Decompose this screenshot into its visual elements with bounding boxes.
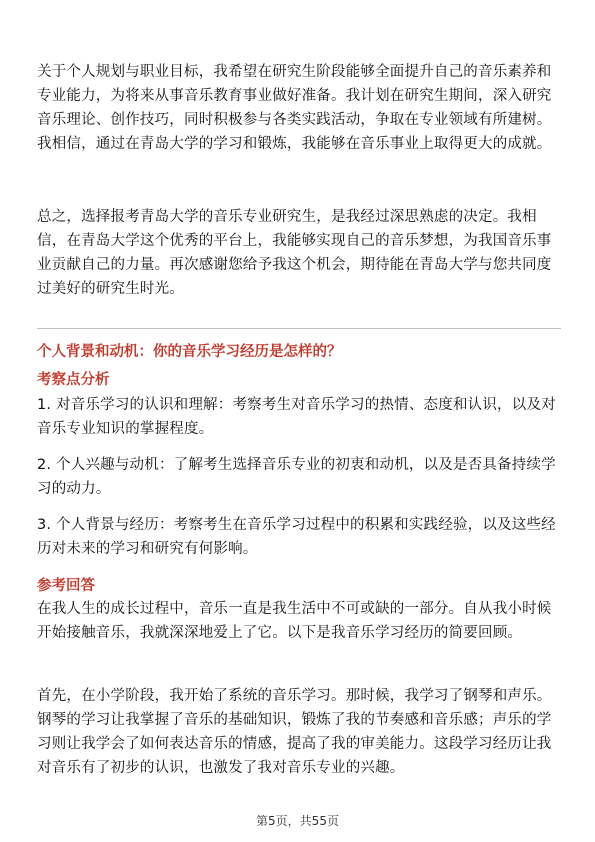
question-heading: 个人背景和动机：你的音乐学习经历是怎样的？ bbox=[37, 344, 342, 360]
answer-paragraph-2: 首先，在小学阶段，我开始了系统的音乐学习。那时候，我学习了钢琴和声乐。钢琴的学习让我掌握了音乐的基础知识，锻炼了我的节奏感和音乐感；声乐的学习则让我学会了如何表达音乐的情感，提高了我的审美能力。这段学习经历让我对音乐有了初步的认识，也激发了我对音乐专业的兴趣。 bbox=[37, 688, 552, 776]
intro-paragraph-1: 关于个人规划与职业目标，我希望在研究生阶段能够全面提升自己的音乐素养和专业能力，为将来从事音乐教育事业做好准备。我计划在研究生期间，深入研究音乐理论、创作技巧，同时积极参与各类实践活动，争取在专业领域有所建树。我相信，通过在青岛大学的学习和锻炼，我能够在音乐事业上取得更大的成就。 bbox=[37, 64, 552, 152]
analysis-item-1: 1. 对音乐学习的认识和理解：考察考生对音乐学习的热情、态度和认识，以及对音乐专业知识的掌握程度。 bbox=[37, 397, 556, 437]
answer-heading: 参考回答 bbox=[37, 578, 95, 594]
analysis-item-2: 2. 个人兴趣与动机：了解考生选择音乐专业的初衷和动机，以及是否具备持续学习的动力。 bbox=[37, 457, 556, 497]
analysis-heading: 考察点分析 bbox=[37, 372, 110, 388]
answer-paragraph-1: 在我人生的成长过程中，音乐一直是我生活中不可或缺的一部分。自从我小时候开始接触音乐，我就深深地爱上了它。以下是我音乐学习经历的简要回顾。 bbox=[37, 601, 552, 641]
analysis-item-3: 3. 个人背景与经历：考察考生在音乐学习过程中的积累和实践经验，以及这些经历对未来的学习和研究有何影响。 bbox=[37, 517, 556, 557]
intro-paragraph-2: 总之，选择报考青岛大学的音乐专业研究生，是我经过深思熟虑的决定。我相信，在青岛大学这个优秀的平台上，我能够实现自己的音乐梦想，为我国音乐事业贡献自己的力量。再次感谢您给予我这个机会，期待能在青岛大学与您共同度过美好的研究生时光。 bbox=[37, 209, 552, 297]
page-number-footer: 第5页，共55页 bbox=[256, 814, 339, 828]
section-divider bbox=[37, 328, 561, 329]
